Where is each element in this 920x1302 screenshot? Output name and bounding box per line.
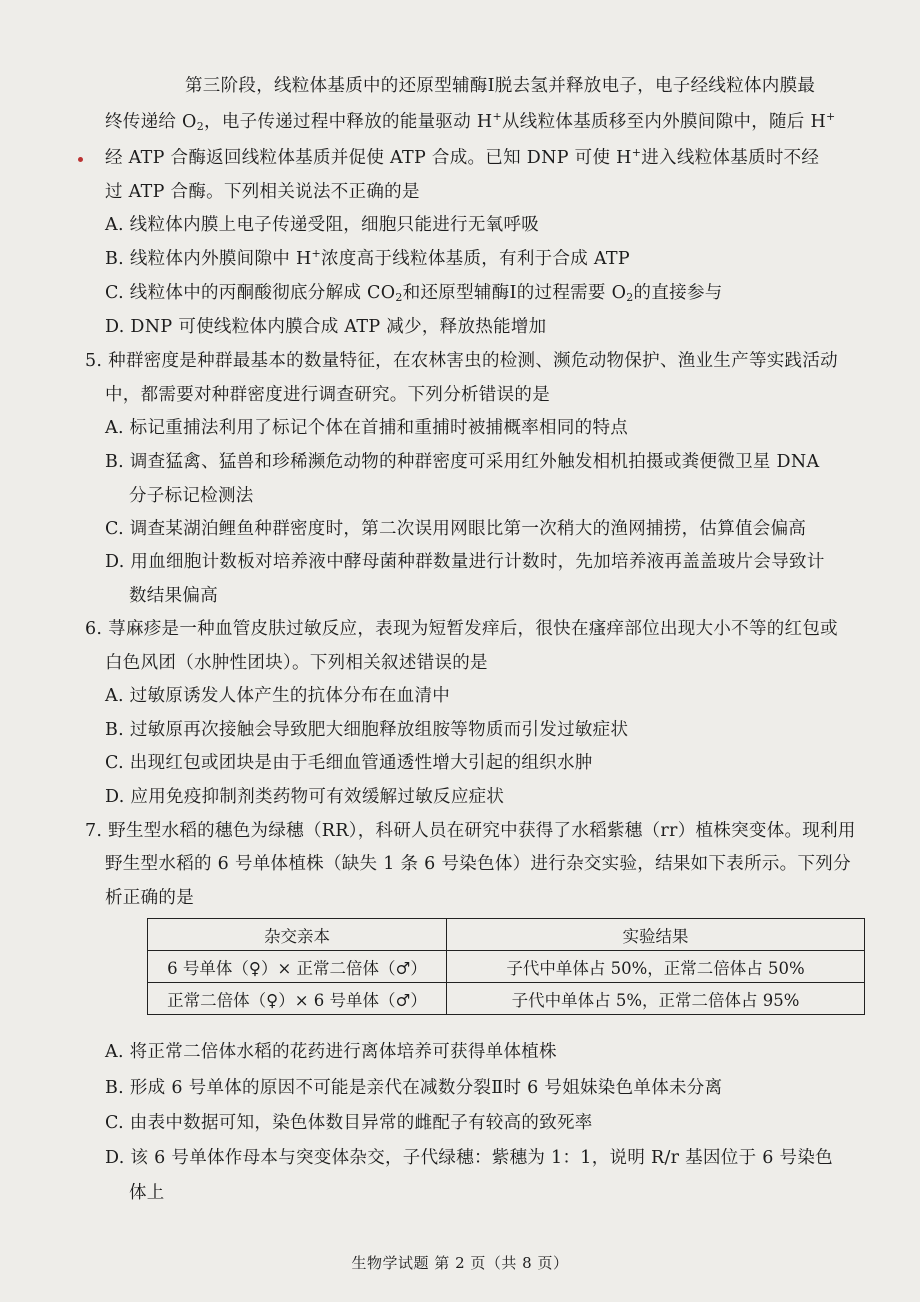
- q7-option-b: B. 形成 6 号单体的原因不可能是亲代在减数分裂Ⅱ时 6 号姐妹染色单体未分离: [105, 1078, 723, 1098]
- q5-option-b-line-1: B. 调查猛禽、猛兽和珍稀濒危动物的种群密度可采用红外触发相机拍摄或粪便微卫星 DNA: [105, 452, 820, 472]
- q6-option-d: D. 应用免疫抑制剂类药物可有效缓解过敏反应症状: [105, 787, 505, 807]
- ink-mark: [78, 157, 83, 162]
- q4-text-line-4: 过 ATP 合酶。下列相关说法不正确的是: [105, 182, 420, 202]
- q6-option-c: C. 出现红包或团块是由于毛细血管通透性增大引起的组织水肿: [105, 753, 593, 773]
- q7-option-d-line-2: 体上: [129, 1183, 165, 1203]
- q7-option-d-line-1: D. 该 6 号单体作母本与突变体杂交，子代绿穗：紫穗为 1：1，说明 R/r 基因位于 6 号染色: [105, 1148, 833, 1168]
- q6-stem-line-1: 6. 荨麻疹是一种血管皮肤过敏反应，表现为短暂发痒后，很快在瘙痒部位出现大小不等的红包或: [85, 619, 838, 639]
- q4-text-line-1: 第三阶段，线粒体基质中的还原型辅酶Ⅰ脱去氢并释放电子，电子经线粒体内膜最: [185, 76, 816, 96]
- table-cell: 正常二倍体（♀）× 6 号单体（♂）: [148, 983, 447, 1015]
- table-header-results: 实验结果: [447, 919, 865, 951]
- q4-option-a: A. 线粒体内膜上电子传递受阻，细胞只能进行无氧呼吸: [105, 215, 540, 235]
- q7-stem-line-2: 野生型水稻的 6 号单体植株（缺失 1 条 6 号染色体）进行杂交实验，结果如下表所示。下列分: [105, 854, 851, 874]
- q5-option-d-line-1: D. 用血细胞计数板对培养液中酵母菌种群数量进行计数时，先加培养液再盖盖玻片会导致计: [105, 552, 825, 572]
- q6-option-a: A. 过敏原诱发人体产生的抗体分布在血清中: [105, 686, 451, 706]
- q6-option-b: B. 过敏原再次接触会导致肥大细胞释放组胺等物质而引发过敏症状: [105, 720, 629, 740]
- table-cell: 子代中单体占 50%，正常二倍体占 50%: [447, 951, 865, 983]
- table-header-cross-parents: 杂交亲本: [148, 919, 447, 951]
- q6-stem-line-2: 白色风团（水肿性团块）。下列相关叙述错误的是: [105, 653, 488, 673]
- q5-stem-line-1: 5. 种群密度是种群最基本的数量特征，在农林害虫的检测、濒危动物保护、渔业生产等实践活动: [85, 351, 838, 371]
- q7-stem-line-3: 析正确的是: [105, 888, 194, 908]
- q7-option-c: C. 由表中数据可知，染色体数目异常的雌配子有较高的致死率: [105, 1113, 593, 1133]
- q5-stem-line-2: 中，都需要对种群密度进行调查研究。下列分析错误的是: [105, 385, 550, 405]
- table-header-row: [148, 919, 865, 951]
- table-row: [148, 951, 865, 983]
- q4-text-line-2: 终传递给 $O_2$，电子传递过程中释放的能量驱动 H+从线粒体基质移至内外膜间隙中，随后 H+: [105, 110, 836, 133]
- q4-text-line-3: 经 ATP 合酶返回线粒体基质并促使 ATP 合成。已知 DNP 可使 H+进入线粒体基质时不经: [105, 146, 820, 168]
- q5-option-a: A. 标记重捕法利用了标记个体在首捕和重捕时被捕概率相同的特点: [105, 418, 629, 438]
- q7-option-a: A. 将正常二倍体水稻的花药进行离体培养可获得单体植株: [105, 1042, 557, 1062]
- q5-option-c: C. 调查某湖泊鲤鱼种群密度时，第二次误用网眼比第一次稍大的渔网捕捞，估算值会偏高: [105, 519, 807, 539]
- results-table: [147, 918, 865, 1015]
- q5-option-b-line-2: 分子标记检测法: [129, 486, 254, 506]
- table-cell: 子代中单体占 5%，正常二倍体占 95%: [447, 983, 865, 1015]
- q7-stem-line-1: 7. 野生型水稻的穗色为绿穗（RR），科研人员在研究中获得了水稻紫穗（rr）植株突变体。现利用: [85, 821, 856, 841]
- table-cell: 6 号单体（♀）× 正常二倍体（♂）: [148, 951, 447, 983]
- q5-option-d-line-2: 数结果偏高: [129, 586, 218, 606]
- table-row: [148, 983, 865, 1015]
- q4-option-b: B. 线粒体内外膜间隙中 H+浓度高于线粒体基质，有利于合成 ATP: [105, 247, 630, 269]
- q4-option-d: D. DNP 可使线粒体内膜合成 ATP 减少，释放热能增加: [105, 317, 547, 337]
- q4-option-c: C. 线粒体中的丙酮酸彻底分解成 $CO_2$和还原型辅酶Ⅰ的过程需要 $O_2$的直接参与: [105, 283, 723, 304]
- page-footer: 生物学试题 第 2 页（共 8 页）: [351, 1254, 569, 1272]
